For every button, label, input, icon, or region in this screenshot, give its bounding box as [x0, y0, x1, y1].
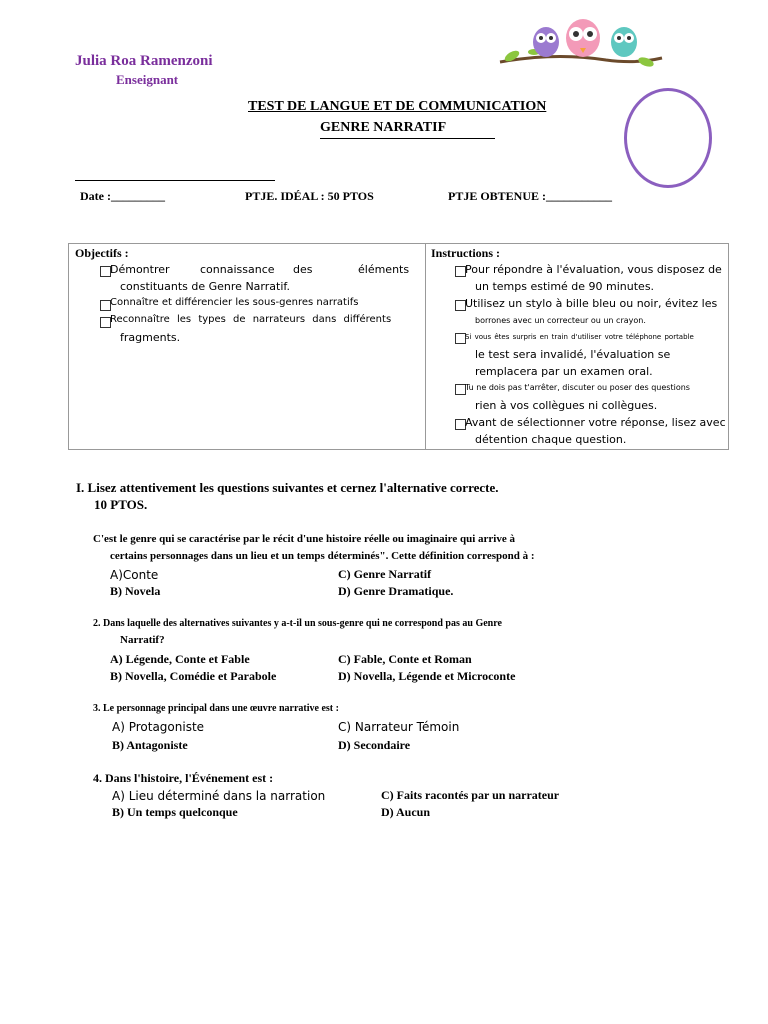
teacher-role: Enseignant	[116, 72, 179, 87]
q3-option-c[interactable]: C) Narrateur Témoin	[338, 720, 460, 734]
q2-option-d[interactable]: D) Novella, Légende et Microconte	[338, 669, 516, 683]
student-name-line[interactable]	[75, 180, 275, 181]
owls-decoration-icon	[496, 18, 666, 70]
q1-option-a[interactable]: A)Conte	[110, 568, 159, 582]
objective-item-3: Reconnaître les types de narrateurs dans différents	[110, 314, 392, 325]
instruction-line-5: Si vous êtes surpris en train d'utiliser votre téléphone portable	[465, 333, 694, 341]
instruction-line-8: Tu ne dois pas t'arrêter, discuter ou poser des questions	[465, 383, 690, 392]
question-4: 4. Dans l'histoire, l'Événement est :	[93, 771, 274, 785]
q4-option-a[interactable]: A) Lieu déterminé dans la narration	[112, 789, 326, 803]
q1-option-c[interactable]: C) Genre Narratif	[338, 567, 432, 581]
instruction-line-11: détention chaque question.	[475, 433, 627, 446]
q3-option-d[interactable]: D) Secondaire	[338, 738, 411, 752]
instruction-line-1: Pour répondre à l'évaluation, vous disposez de	[465, 263, 722, 276]
question-3: 3. Le personnage principal dans une œuvre narrative est :	[93, 703, 339, 714]
question-1-line-1: C'est le genre qui se caractérise par le récit d'une histoire réelle ou imaginaire qui arrive à	[93, 533, 515, 545]
instruction-line-6: le test sera invalidé, l'évaluation se	[475, 348, 671, 361]
section-heading: I. Lisez attentivement les questions suivantes et cernez l'alternative correcte.	[76, 480, 499, 495]
date-field[interactable]: Date :_________	[80, 189, 165, 203]
instruction-line-9: rien à vos collègues ni collègues.	[475, 399, 658, 412]
objective-item-3-cont: fragments.	[120, 331, 181, 344]
question-2-line-2: Narratif?	[120, 634, 165, 646]
q3-option-a[interactable]: A) Protagoniste	[112, 720, 205, 734]
objective-item-2: Connaître et différencier les sous-genres narratifs	[110, 297, 359, 308]
instruction-line-4: borrones avec un correcteur ou un crayon.	[475, 316, 646, 325]
grade-circle	[624, 88, 712, 188]
q4-option-b[interactable]: B) Un temps quelconque	[112, 805, 238, 819]
title-underline	[320, 138, 495, 139]
q4-option-d[interactable]: D) Aucun	[381, 805, 431, 819]
instructions-heading: Instructions :	[431, 246, 501, 260]
instruction-line-3: Utilisez un stylo à bille bleu ou noir, évitez les	[465, 297, 718, 310]
q2-option-b[interactable]: B) Novella, Comédie et Parabole	[110, 669, 277, 683]
teacher-name: Julia Roa Ramenzoni	[75, 53, 213, 69]
q3-option-b[interactable]: B) Antagoniste	[112, 738, 188, 752]
q2-option-a[interactable]: A) Légende, Conte et Fable	[110, 652, 250, 666]
q4-option-c[interactable]: C) Faits racontés par un narrateur	[381, 788, 560, 802]
obtained-points[interactable]: PTJE OBTENUE :___________	[448, 189, 613, 203]
instruction-line-2: un temps estimé de 90 minutes.	[475, 280, 655, 293]
question-1-line-2: certains personnages dans un lieu et un temps déterminés". Cette définition correspond à :	[110, 550, 535, 562]
section-points: 10 PTOS.	[94, 497, 148, 512]
q1-option-b[interactable]: B) Novela	[110, 584, 161, 598]
table-divider	[425, 244, 426, 449]
instruction-line-10: Avant de sélectionner votre réponse, lisez avec	[465, 416, 726, 429]
question-2-line-1: 2. Dans laquelle des alternatives suivantes y a-t-il un sous-genre qui ne correspond pas au Genre	[93, 618, 502, 629]
instruction-line-7: remplacera par un examen oral.	[475, 365, 653, 378]
objective-item-1-cont: constituants de Genre Narratif.	[120, 280, 290, 293]
objectives-heading: Objectifs :	[75, 246, 129, 260]
ideal-points: PTJE. IDÉAL : 50 PTOS	[245, 189, 374, 203]
objectives-instructions-table: Objectifs : Démontrer connaissance des éléments constituants de Genre Narratif. Connaître et différencier les sous-genres narratifs Reconnaître les types de narrateurs dans différents fragments. Instructions : Pour répondre à l'évaluation, vous disposez de un temps estimé de 90 minutes. Utilisez un stylo à bille bleu ou noir, évitez les borrones avec un correcteur ou un crayon. Si vous êtes surpris en train d'utiliser votre téléphone portable le test sera invalidé, l'évaluation se remplacera par un examen oral. Tu ne dois pas t'arrêter, discuter ou poser des questions rien à vos collègues ni collègues. Avant de sélectionner votre réponse, lisez avec détention chaque question.	[68, 243, 729, 450]
title-line-1: TEST DE LANGUE ET DE COMMUNICATION	[248, 99, 547, 114]
title-line-2: GENRE NARRATIF	[320, 120, 447, 135]
q2-option-c[interactable]: C) Fable, Conte et Roman	[338, 652, 472, 666]
q1-option-d[interactable]: D) Genre Dramatique.	[338, 584, 454, 598]
